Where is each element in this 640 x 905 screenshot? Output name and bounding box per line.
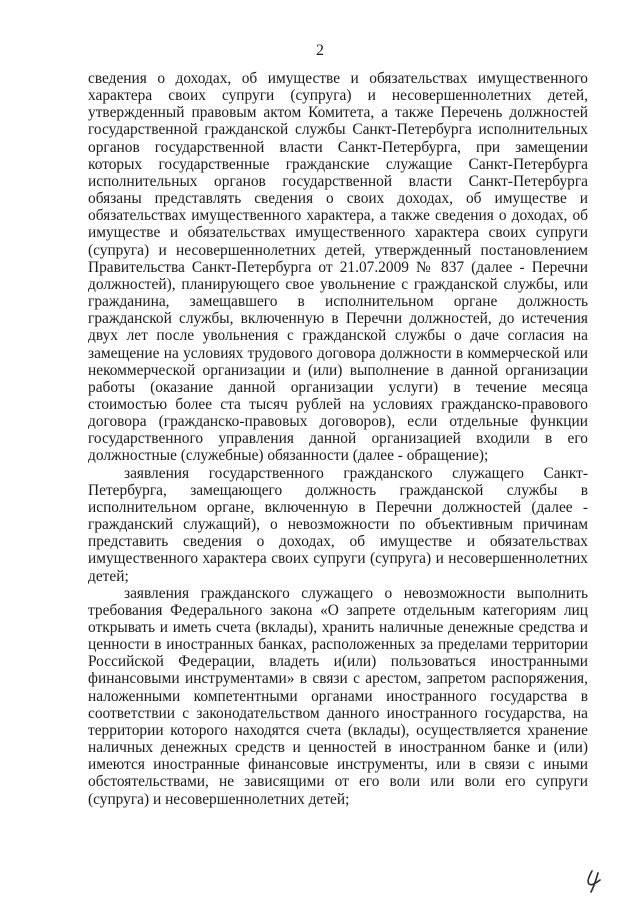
document-body — [88, 70, 588, 808]
paragraph-1: сведения о доходах, об имуществе и обязательствах имущественного характера своих супруги (супруга) и несовершеннолетних детей, утвержденный правовым актом Комитета, а также Перечень должностей государственной гражданской службы Санкт-Петербурга исполнительных органов государственной власти Санкт-Петербурга, при замещении которых государственные гражданские служащие Санкт-Петербурга исполнительных органов государственной власти Санкт-Петербурга обязаны представлять сведения о своих доходах, об имуществе и обязательствах имущественного характера, а также сведения о доходах, об имуществе и обязательствах имущественного характера своих супруги (супруга) и несовершеннолетних детей, утвержденный постановлением Правительства Санкт-Петербурга от 21.07.2009 № 837 (далее - Перечни должностей), планирующего свое увольнение с гражданской службы, или гражданина, замещавшего в исполнительном органе должность гражданской службы, включенную в Перечни должностей, до истечения двух лет после увольнения с гражданской службы о даче согласия на замещение на условиях трудового договора должности в коммерческой или некоммерческой организации и (или) выполнение в данной организации работы (оказание данной организации услуги) в течение месяца стоимостью более ста тысяч рублей на условиях гражданско-правового договора (гражданско-правовых договоров), если отдельные функции государственного управления данной организацией входили в его должностные (служебные) обязанности (далее - обращение); — [88, 70, 588, 465]
handwritten-mark-icon — [583, 868, 605, 894]
paragraph-3: заявления гражданского служащего о невозможности выполнить требования Федерального закона «О запрете отдельным категориям лиц открывать и иметь счета (вклады), хранить наличные денежные средства и ценности в иностранных банках, расположенных за пределами территории Российской Федерации, владеть и(или) пользоваться иностранными финансовыми инструментами» в связи с арестом, запретом распоряжения, наложенными компетентными органами иностранного государства в соответствии с законодательством данного иностранного государства, на территории которого находятся счета (вклады), осуществляется хранение наличных денежных средств и ценностей в иностранном банке и (или) имеются иностранные финансовые инструменты, или в связи с иными обстоятельствами, не зависящими от его воли или воли его супруги (супруга) и несовершеннолетних детей; — [88, 584, 588, 808]
page-number: 2 — [316, 42, 324, 59]
paragraph-2: заявления государственного гражданского служащего Санкт-Петербурга, замещающего должность гражданской службы в исполнительном органе, включенную в Перечни должностей (далее - гражданский служащий), о невозможности по объективным причинам представить сведения о доходах, об имуществе и обязательствах имущественного характера своих супруги (супруга) и несовершеннолетних детей; — [88, 464, 588, 585]
